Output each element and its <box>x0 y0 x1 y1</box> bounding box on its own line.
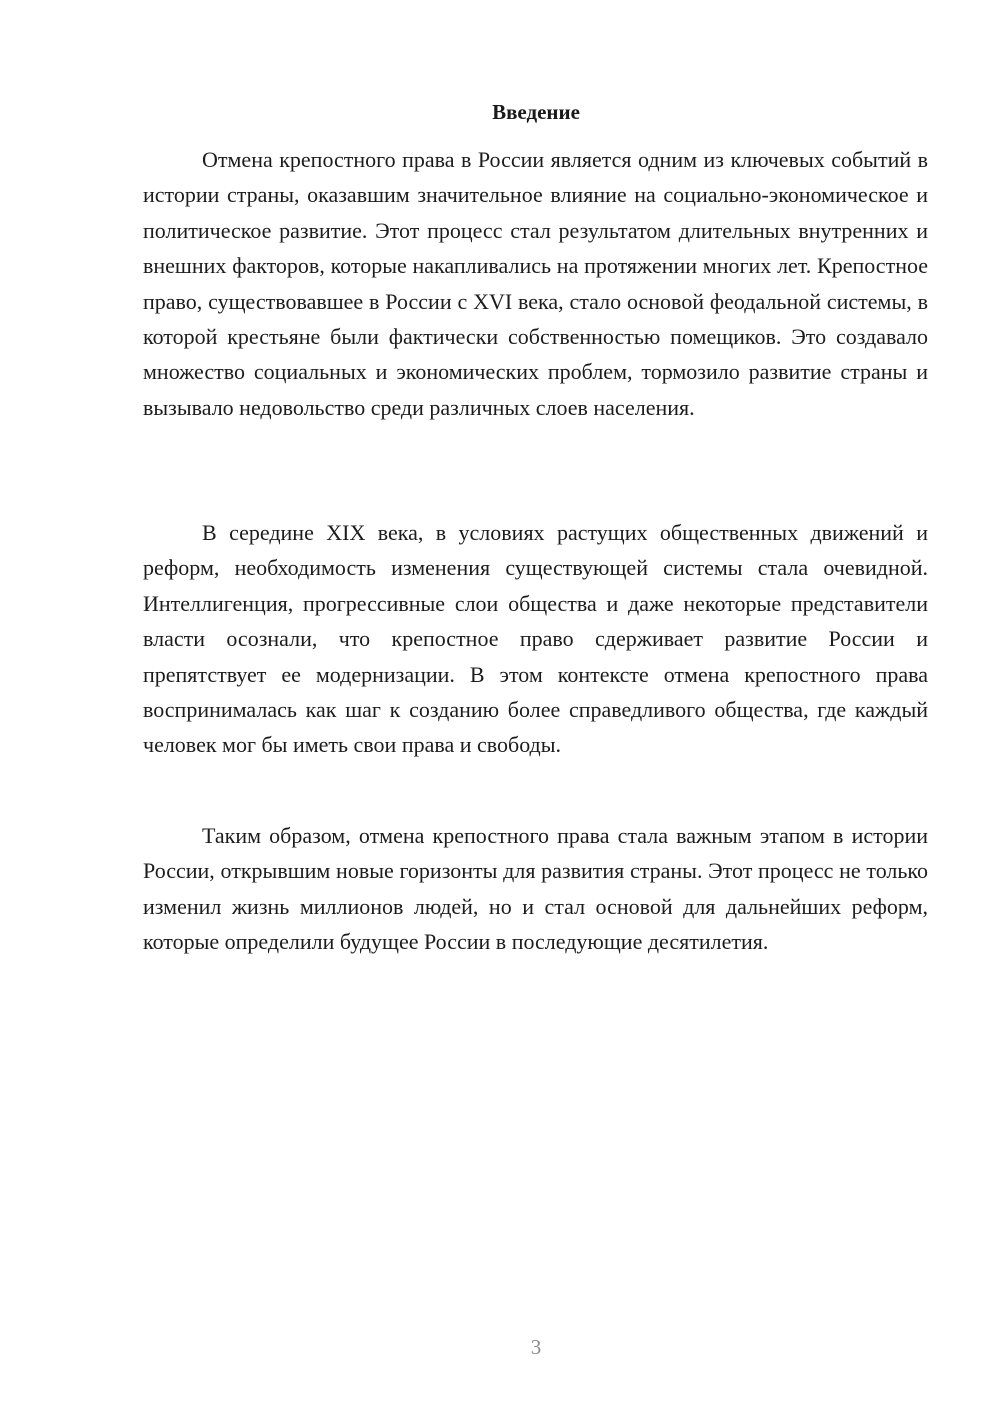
section-title: Введение <box>492 100 580 124</box>
page-number: 3 <box>530 1335 542 1359</box>
paragraph-conclusion: Таким образом, отмена крепостного права стала важным этапом в истории России, открывшим новые горизонты для развития страны. Этот процесс не только изменил жизнь миллионов людей, но и стал основой для дальнейших реформ, которые определили будущее России в последующие десятилетия. <box>143 823 928 955</box>
paragraph-introduction: Отмена крепостного права в России является одним из ключевых событий в истории страны, оказавшим значительное влияние на социально-экономическое и политическое развитие. Этот процесс стал результатом длительных внутренних и внешних факторов, которые накапливались на протяжении многих лет. Крепостное право, существовавшее в России с XVI века, стало основой феодальной системы, в которой крестьяне были фактически собственностью помещиков. Это создавало множество социальных и экономических проблем, тормозило развитие страны и вызывало недовольство среди различных слоев населения. <box>143 147 928 420</box>
paragraph-nineteenth-century: В середине XIX века, в условиях растущих общественных движений и реформ, необходимость изменения существующей системы стала очевидной. Интеллигенция, прогрессивные слои общества и даже некоторые представители власти осознали, что крепостное право сдерживает развитие России и препятствует ее модернизации. В этом контексте отмена крепостного права воспринималась как шаг к созданию более справедливого общества, где каждый человек мог бы иметь свои права и свободы. <box>143 520 928 758</box>
